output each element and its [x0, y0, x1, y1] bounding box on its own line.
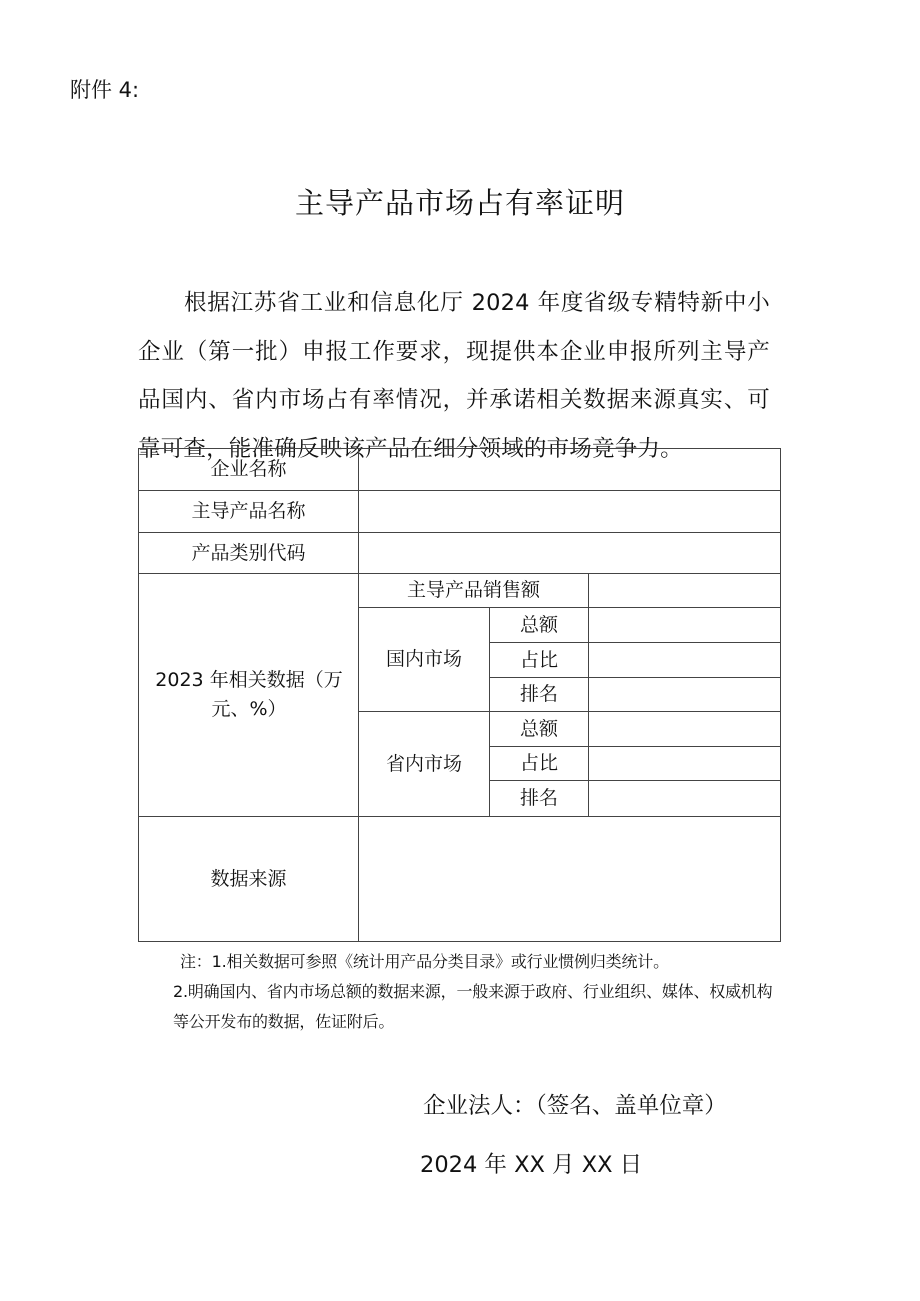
note-2: 2.明确国内、省内市场总额的数据来源，一般来源于政府、行业组织、媒体、权威机构等公开发布的数据，佐证附后。 [173, 982, 773, 1031]
market-share-table [138, 448, 781, 942]
main-product-name-value[interactable] [359, 491, 780, 532]
date-line: 2024 年 XX 月 XX 日 [420, 1152, 643, 1178]
company-name-label: 企业名称 [210, 458, 287, 480]
provincial-market-label: 省内市场 [385, 752, 462, 775]
domestic-total-label: 总额 [519, 613, 558, 636]
provincial-total-label: 总额 [519, 717, 558, 740]
domestic-total-value[interactable] [589, 608, 780, 642]
note-1: 注：1.相关数据可参照《统计用产品分类目录》或行业惯例归类统计。 [180, 952, 669, 971]
main-product-sales-label: 主导产品销售额 [406, 579, 540, 601]
company-name-value[interactable] [359, 449, 780, 490]
product-category-code-value[interactable] [359, 533, 780, 573]
provincial-rank-value[interactable] [589, 781, 780, 816]
domestic-market-label: 国内市场 [385, 648, 462, 670]
main-product-sales-value[interactable] [589, 574, 780, 607]
provincial-total-value[interactable] [589, 712, 780, 746]
intro-paragraph: 根据江苏省工业和信息化厅 2024 年度省级专精特新中小企业（第一批）申报工作要求，现提供本企业申报所列主导产品国内、省内市场占有率情况，并承诺相关数据来源真实、可靠可查，能准确反映该产品在细分领域的市场竞争力。 [138, 290, 770, 462]
domestic-rank-value[interactable] [589, 678, 780, 711]
provincial-share-label: 占比 [519, 752, 558, 774]
domestic-share-label: 占比 [519, 648, 558, 671]
product-category-code-label: 产品类别代码 [191, 541, 306, 564]
provincial-rank-label: 排名 [519, 787, 558, 809]
domestic-rank-label: 排名 [519, 683, 558, 705]
domestic-share-value[interactable] [589, 643, 780, 677]
attachment-label: 附件 4: [70, 78, 140, 102]
data-source-value[interactable] [359, 817, 780, 941]
provincial-share-value[interactable] [589, 747, 780, 780]
document-title: 主导产品市场占有率证明 [294, 186, 625, 220]
signature-line: 企业法人：（签名、盖单位章） [423, 1093, 727, 1119]
main-product-name-label: 主导产品名称 [191, 500, 306, 522]
notes [173, 947, 776, 1037]
data-2023-label: 2023 年相关数据（万元、%） [155, 669, 343, 720]
data-source-label: 数据来源 [210, 867, 287, 890]
